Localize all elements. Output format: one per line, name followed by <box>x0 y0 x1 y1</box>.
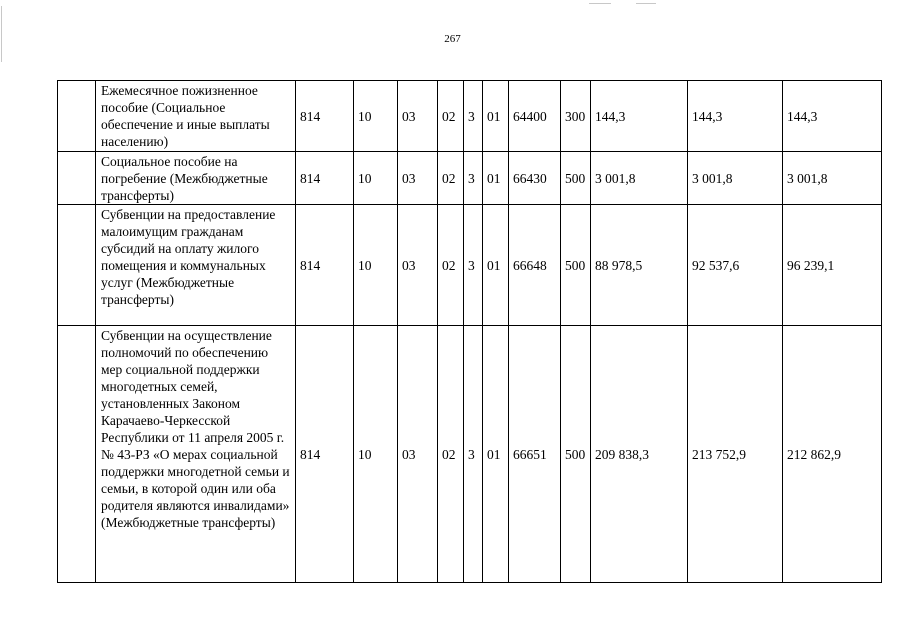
grbs-code: 814 <box>296 205 354 326</box>
subsection-code: 03 <box>398 205 438 326</box>
amount-year-2: 3 001,8 <box>688 152 783 205</box>
amount-year-2: 213 752,9 <box>688 326 783 583</box>
expense-type-code: 300 <box>561 81 591 152</box>
amount-year-3: 212 862,9 <box>783 326 882 583</box>
target-code-part-4: 66648 <box>509 205 561 326</box>
section-code: 10 <box>354 205 398 326</box>
amount-year-3: 144,3 <box>783 81 882 152</box>
scan-edge-mark-top-right <box>636 3 656 4</box>
section-code: 10 <box>354 152 398 205</box>
row-number-cell <box>58 81 96 152</box>
table-row <box>58 152 882 205</box>
expense-name: Субвенции на осуществление полномочий по обеспечению мер социальной поддержки многодетных семей, установленных Законом Карачаево-Черкесской Республики от 11 апреля 2005 г. № 43-РЗ «О мерах социальной поддержки многодетной семьи и семьи, в которой один или оба родителя являются инвалидами» (Межбюджетные трансферты) <box>96 326 296 583</box>
expense-name: Субвенции на предоставление малоимущим гражданам субсидий на оплату жилого помещения и коммунальных услуг (Межбюджетные трансферты) <box>96 205 296 326</box>
target-code-part-3: 01 <box>483 81 509 152</box>
grbs-code: 814 <box>296 81 354 152</box>
target-code-part-4: 64400 <box>509 81 561 152</box>
expense-name: Социальное пособие на погребение (Межбюджетные трансферты) <box>96 152 296 205</box>
target-code-part-1: 02 <box>438 81 464 152</box>
target-code-part-4: 66651 <box>509 326 561 583</box>
amount-year-2: 92 537,6 <box>688 205 783 326</box>
budget-table <box>57 80 882 583</box>
target-code-part-2: 3 <box>464 205 483 326</box>
amount-year-3: 3 001,8 <box>783 152 882 205</box>
target-code-part-1: 02 <box>438 152 464 205</box>
target-code-part-1: 02 <box>438 326 464 583</box>
amount-year-1: 144,3 <box>591 81 688 152</box>
target-code-part-3: 01 <box>483 326 509 583</box>
subsection-code: 03 <box>398 81 438 152</box>
amount-year-1: 88 978,5 <box>591 205 688 326</box>
row-number-cell <box>58 205 96 326</box>
expense-type-code: 500 <box>561 152 591 205</box>
section-code: 10 <box>354 326 398 583</box>
target-code-part-3: 01 <box>483 152 509 205</box>
amount-year-3: 96 239,1 <box>783 205 882 326</box>
target-code-part-2: 3 <box>464 152 483 205</box>
table-row <box>58 326 882 583</box>
row-number-cell <box>58 326 96 583</box>
grbs-code: 814 <box>296 326 354 583</box>
target-code-part-1: 02 <box>438 205 464 326</box>
amount-year-2: 144,3 <box>688 81 783 152</box>
scan-edge-mark-top <box>589 3 611 4</box>
page-number: 267 <box>444 33 461 45</box>
target-code-part-2: 3 <box>464 81 483 152</box>
amount-year-1: 3 001,8 <box>591 152 688 205</box>
section-code: 10 <box>354 81 398 152</box>
expense-type-code: 500 <box>561 205 591 326</box>
grbs-code: 814 <box>296 152 354 205</box>
row-number-cell <box>58 152 96 205</box>
expense-type-code: 500 <box>561 326 591 583</box>
target-code-part-3: 01 <box>483 205 509 326</box>
target-code-part-4: 66430 <box>509 152 561 205</box>
subsection-code: 03 <box>398 152 438 205</box>
amount-year-1: 209 838,3 <box>591 326 688 583</box>
table-row <box>58 81 882 152</box>
table-row <box>58 205 882 326</box>
target-code-part-2: 3 <box>464 326 483 583</box>
expense-name: Ежемесячное пожизненное пособие (Социальное обеспечение и иные выплаты населению) <box>96 81 296 152</box>
subsection-code: 03 <box>398 326 438 583</box>
